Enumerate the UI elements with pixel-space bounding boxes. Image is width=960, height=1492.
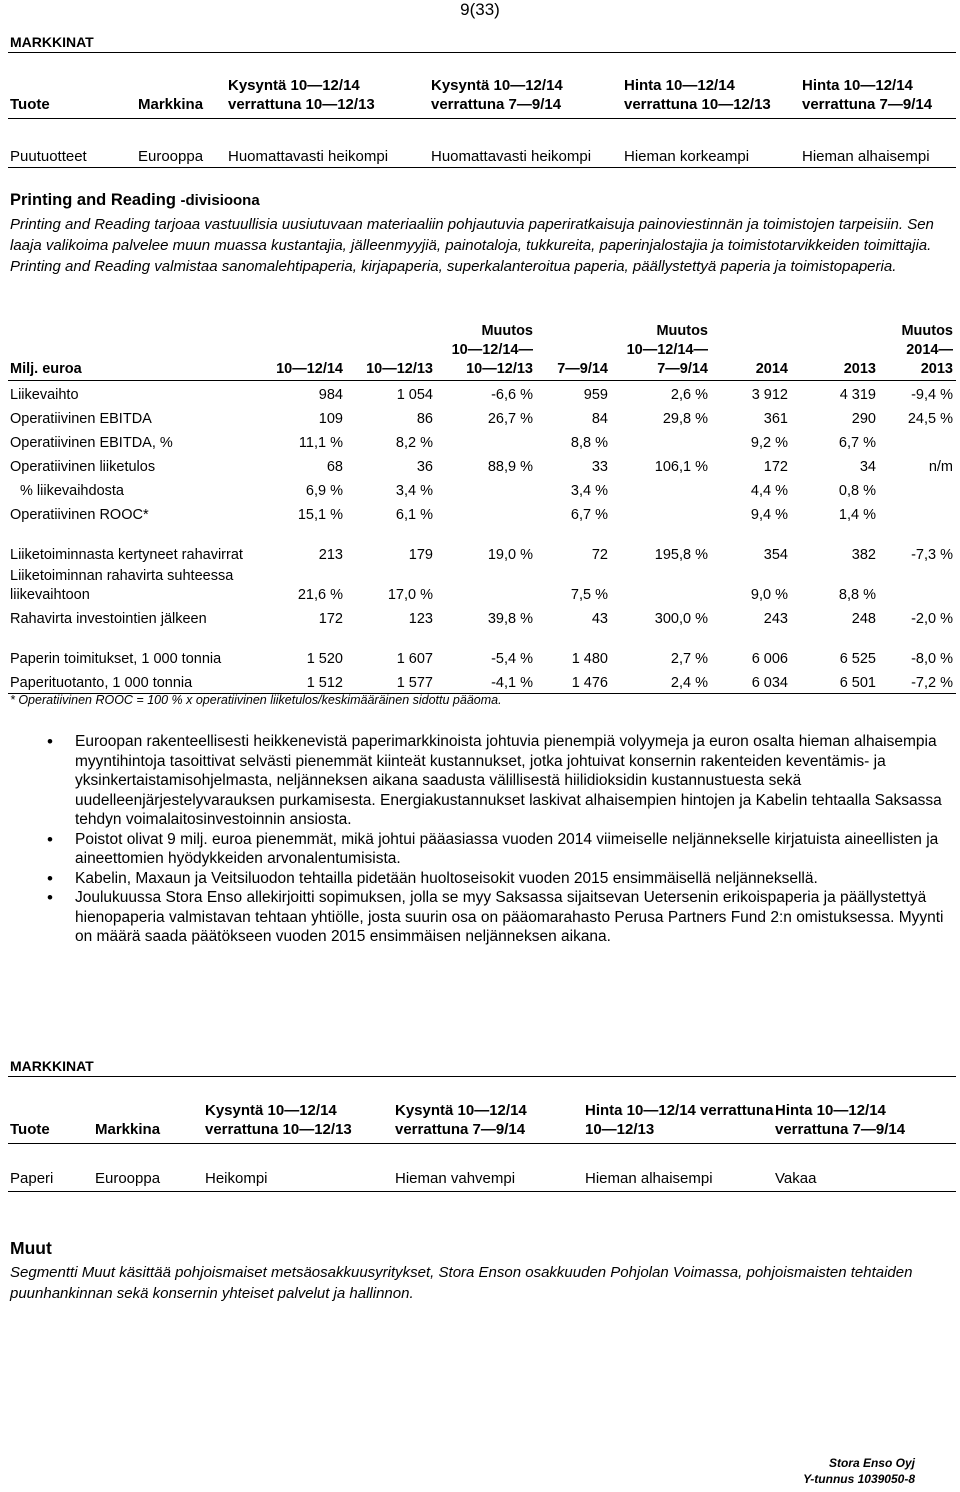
cell-price-qoq: Hieman alhaisempi [802, 148, 930, 165]
table-cell: 172 [318, 611, 343, 627]
division-title-main: Printing and Reading [10, 191, 176, 209]
table-cell: 179 [408, 547, 433, 563]
header-demand-qoq: Kysyntä 10—12/14 verrattuna 7—9/14 [395, 1102, 527, 1138]
table-cell [611, 429, 711, 453]
page-number: 9(33) [460, 0, 500, 19]
header-change-qoq: Muutos 10—12/14— 7—9/14 [611, 322, 711, 381]
table-cell: 6,9 % [305, 483, 343, 499]
table-cell: 3 912 [751, 387, 788, 403]
table-cell: 72 [591, 547, 608, 563]
table-cell: -7,2 % [879, 669, 956, 694]
table-cell: 8,8 % [838, 587, 876, 603]
table-cell [611, 565, 711, 605]
header-market: Markkina [95, 1121, 161, 1138]
row-label: Liiketoiminnasta kertyneet rahavirrat [10, 547, 243, 563]
table-cell: 3,4 % [395, 483, 433, 499]
list-item: • Euroopan rakenteellisesti heikkenevistä paperimarkkinoista johtuvia pienempiä volyymeja ja euron osalta hieman alhaisempia myyntihintoja tasoittivat selvästi pienemmät kiinteät kustannukset, jotka johtuivat konsernin rakenteiden keventämis- ja yksinkertaistamisohjelmasta, neljänneksen aikana saadusta välillisestä hiilidioksidin kustannustuesta sekä uudelleenjärjestelyvarauksen purkamisesta. Energiakustannukset laskivat alhaisempien hintojen ja Kabelin tehtaalla Saksassa tehdyn voimalaitosinvestoinnin ansiosta. [75, 732, 955, 830]
table-cell [436, 501, 536, 525]
footer [803, 1455, 915, 1487]
table-cell: 6 501 [791, 669, 879, 694]
table-cell [879, 501, 956, 525]
market-table-paper [10, 1101, 956, 1139]
table-cell: 39,8 % [487, 611, 533, 627]
commentary-list [30, 732, 955, 947]
header-q3-2014: 7—9/14 [536, 322, 611, 381]
table-row [8, 669, 956, 694]
table-cell [436, 477, 536, 501]
table-cell [611, 501, 711, 525]
cell-product: Puutuotteet [10, 148, 87, 165]
market-table-wood [10, 76, 956, 114]
market2-bottom-rule [8, 1191, 956, 1192]
table-cell: 106,1 % [654, 459, 708, 475]
table-cell: 2,7 % [670, 651, 708, 667]
table-cell: 21,6 % [297, 587, 343, 603]
table-cell: 1 607 [396, 651, 433, 667]
table-cell: 1,4 % [838, 507, 876, 523]
table-cell: 1 577 [346, 669, 436, 694]
header-2013: 2013 [791, 322, 879, 381]
table-row [10, 147, 956, 166]
cell-market: Eurooppa [138, 148, 204, 165]
table-cell: 8,8 % [570, 435, 608, 451]
table-cell: 6,7 % [838, 435, 876, 451]
cell-demand-yoy: Heikompi [205, 1170, 268, 1187]
list-item: • Poistot olivat 9 milj. euroa pienemmät, mikä johtui pääasiassa vuoden 2014 viimeiselle neljännekselle kirjatuista aineellisten ja aineettomien hyödykkeiden arvonalentumisista. [75, 830, 955, 869]
table-cell: 88,9 % [487, 459, 533, 475]
cell-demand-qoq: Hieman vahvempi [395, 1170, 516, 1187]
table-row [8, 565, 956, 605]
table-cell: 172 [763, 459, 788, 475]
table-cell: 4,4 % [750, 483, 788, 499]
footer-company: Stora Enso Oyj [828, 1456, 915, 1470]
header-change-yoy: Muutos 10—12/14— 10—12/13 [436, 322, 536, 381]
table-cell: 6 525 [839, 651, 876, 667]
table-cell: 6,7 % [570, 507, 608, 523]
table-row [8, 429, 956, 453]
table-cell: 11,1 % [298, 435, 343, 451]
table-row [8, 501, 956, 525]
table-cell: 109 [318, 411, 343, 427]
row-label: Operatiivinen liiketulos [10, 459, 156, 475]
table-row [8, 629, 956, 669]
header-q4-2014: 10—12/14 [250, 322, 346, 381]
row-label: Paperin toimitukset, 1 000 tonnia [10, 651, 222, 667]
cell-price-yoy: Hieman korkeampi [624, 148, 750, 165]
header-demand-yoy: Kysyntä 10—12/14 verrattuna 10—12/13 [205, 1102, 352, 1138]
table-cell: -6,6 % [491, 387, 533, 403]
table-row [8, 605, 956, 629]
header-label: Milj. euroa [8, 322, 250, 381]
row-label: Rahavirta investointien jälkeen [10, 611, 207, 627]
table-cell: 34 [859, 459, 876, 475]
table-cell: 1 512 [250, 669, 346, 694]
table-cell: 9,2 % [750, 435, 788, 451]
table-cell: 6 034 [711, 669, 791, 694]
market-table-header [10, 1101, 956, 1139]
market-table-header [10, 76, 956, 114]
header-price-yoy: Hinta 10—12/14 verrattuna 10—12/13 [624, 77, 771, 113]
table-cell: 361 [763, 411, 788, 427]
header-q4-2013: 10—12/13 [346, 322, 436, 381]
market-header-rule [8, 118, 956, 119]
table-cell: n/m [928, 459, 953, 475]
division-description: Printing and Reading tarjoaa vastuullisia uusiutuvaan materiaaliin pohjautuvia paperiratkaisuja painoviestinnän ja toimistojen tarpeisiin. Sen laaja valikoima palvelee muun muassa kustantajia, jälleenmyyjiä, painotaloja, tukkureita, paperinjalostajia ja toimistotarvikkeiden toimittajia. Printing and Reading valmistaa sanomalehtipaperia, kirjapaperia, superkalanteroitua paperia, päällystettyä paperia ja toimistopaperia. [10, 216, 934, 275]
market2-header-rule [8, 1143, 956, 1144]
footer-business-id: Y-tunnus 1039050-8 [803, 1472, 915, 1486]
table-cell: -4,1 % [436, 669, 536, 694]
table-cell: 86 [416, 411, 433, 427]
table-cell: 984 [318, 387, 343, 403]
cell-demand-qoq: Huomattavasti heikompi [431, 148, 592, 165]
table-cell [879, 565, 956, 605]
cell-product: Paperi [10, 1170, 54, 1187]
header-2014: 2014 [711, 322, 791, 381]
financials-body [8, 381, 956, 694]
table-cell: 3,4 % [570, 483, 608, 499]
table-cell: 6,1 % [395, 507, 433, 523]
table-cell: 19,0 % [487, 547, 533, 563]
table-cell: 1 476 [536, 669, 611, 694]
table-cell: 9,4 % [750, 507, 788, 523]
cell-price-qoq: Vakaa [775, 1170, 817, 1187]
market2-top-rule [8, 1076, 956, 1077]
table-cell: 29,8 % [662, 411, 708, 427]
table-cell: 26,7 % [487, 411, 533, 427]
row-label: Paperituotanto, 1 000 tonnia [8, 669, 250, 694]
other-segment-title: Muut [10, 1238, 52, 1258]
markets-heading: MARKKINAT [10, 34, 94, 50]
header-change-annual: Muutos 2014— 2013 [879, 322, 956, 381]
table-cell: 84 [591, 411, 608, 427]
table-cell: 1 054 [396, 387, 433, 403]
division-title-suffix: -divisioona [180, 192, 260, 209]
list-item: • Kabelin, Maxaun ja Veitsiluodon tehtailla pidetään huoltoseisokit vuoden 2015 ensimmäisellä neljänneksellä. [75, 869, 955, 889]
table-cell: 36 [416, 459, 433, 475]
table-row [10, 1169, 956, 1188]
header-price-qoq: Hinta 10—12/14 verrattuna 7—9/14 [775, 1102, 906, 1138]
table-cell: 33 [591, 459, 608, 475]
table-cell: 959 [583, 387, 608, 403]
row-label: Operatiivinen EBITDA [10, 411, 152, 427]
cell-market: Eurooppa [95, 1170, 161, 1187]
market-bottom-rule [8, 167, 956, 168]
table-cell [436, 565, 536, 605]
table-cell [879, 429, 956, 453]
header-price-qoq: Hinta 10—12/14 verrattuna 7—9/14 [802, 77, 933, 113]
table-cell: 123 [408, 611, 433, 627]
table-cell: 4 319 [839, 387, 876, 403]
division-title [10, 191, 260, 210]
table-cell: 243 [763, 611, 788, 627]
financials-footnote: * Operatiivinen ROOC = 100 % x operatiivinen liiketulos/keskimääräinen sidottu pääoma. [10, 693, 502, 707]
table-cell: 354 [763, 547, 788, 563]
table-cell: -7,3 % [911, 547, 953, 563]
table-cell: -2,0 % [911, 611, 953, 627]
table-cell: 43 [591, 611, 608, 627]
table-row [8, 453, 956, 477]
row-label: Liikevaihto [10, 387, 79, 403]
table-cell: -9,4 % [911, 387, 953, 403]
table-row [8, 381, 956, 406]
cell-demand-yoy: Huomattavasti heikompi [228, 148, 389, 165]
table-cell: 8,2 % [395, 435, 433, 451]
table-cell: 2,6 % [670, 387, 708, 403]
header-demand-yoy: Kysyntä 10—12/14 verrattuna 10—12/13 [228, 77, 375, 113]
market-table-paper-body [10, 1169, 956, 1188]
table-cell: 6 006 [751, 651, 788, 667]
table-row [8, 405, 956, 429]
market-top-rule [8, 52, 956, 53]
table-cell: 0,8 % [838, 483, 876, 499]
cell-price-yoy: Hieman alhaisempi [585, 1170, 713, 1187]
header-demand-qoq: Kysyntä 10—12/14 verrattuna 7—9/14 [431, 77, 563, 113]
table-row [8, 525, 956, 565]
other-segment-description: Segmentti Muut käsittää pohjoismaiset metsäosakkuusyritykset, Stora Enson osakkuuden Pohjolan Voimassa, pohjoismaisten tehtaiden puunhankinnan sekä konsernin yhteiset palvelut ja hallinnon. [10, 1264, 913, 1302]
markets-heading-2: MARKKINAT [10, 1058, 94, 1074]
table-cell: 7,5 % [570, 587, 608, 603]
table-cell: 15,1 % [297, 507, 343, 523]
row-label: % liikevaihdosta [20, 483, 124, 499]
table-cell: 382 [851, 547, 876, 563]
table-cell: -8,0 % [911, 651, 953, 667]
financials-table [8, 322, 956, 694]
list-item: • Joulukuussa Stora Enso allekirjoitti sopimuksen, jolla se myy Saksassa sijaitsevan Uetersenin erikoispaperia ja päällystettyä hienopaperia valmistavan tehtaan yhtiölle, josta suurin osa on pääomarahasto Perusa Partners Fund 2:n omistuksessa. Myynti on määrä saada päätökseen vuoden 2015 ensimmäisen neljänneksen aikana. [75, 888, 955, 947]
table-cell: 2,4 % [611, 669, 711, 694]
table-cell: 213 [318, 547, 343, 563]
table-cell: 290 [851, 411, 876, 427]
table-cell [436, 429, 536, 453]
header-market: Markkina [138, 96, 204, 113]
table-cell: 68 [326, 459, 343, 475]
table-cell: 24,5 % [907, 411, 953, 427]
table-cell: 1 520 [306, 651, 343, 667]
table-cell: 1 480 [571, 651, 608, 667]
header-product: Tuote [10, 96, 50, 113]
table-cell [879, 477, 956, 501]
table-cell: -5,4 % [491, 651, 533, 667]
market-table-wood-body [10, 147, 956, 166]
row-label: Liiketoiminnan rahavirta suhteessa liikevaihtoon [10, 568, 234, 603]
table-cell: 300,0 % [654, 611, 708, 627]
header-price-yoy: Hinta 10—12/14 verrattuna 10—12/13 [585, 1102, 774, 1138]
table-cell: 195,8 % [654, 547, 708, 563]
financials-header-row [8, 322, 956, 381]
table-cell: 248 [851, 611, 876, 627]
header-product: Tuote [10, 1121, 50, 1138]
table-cell: 9,0 % [750, 587, 788, 603]
row-label: Operatiivinen ROOC* [10, 507, 149, 523]
table-row [8, 477, 956, 501]
table-cell: 17,0 % [387, 587, 433, 603]
table-cell [611, 477, 711, 501]
row-label: Operatiivinen EBITDA, % [10, 435, 173, 451]
